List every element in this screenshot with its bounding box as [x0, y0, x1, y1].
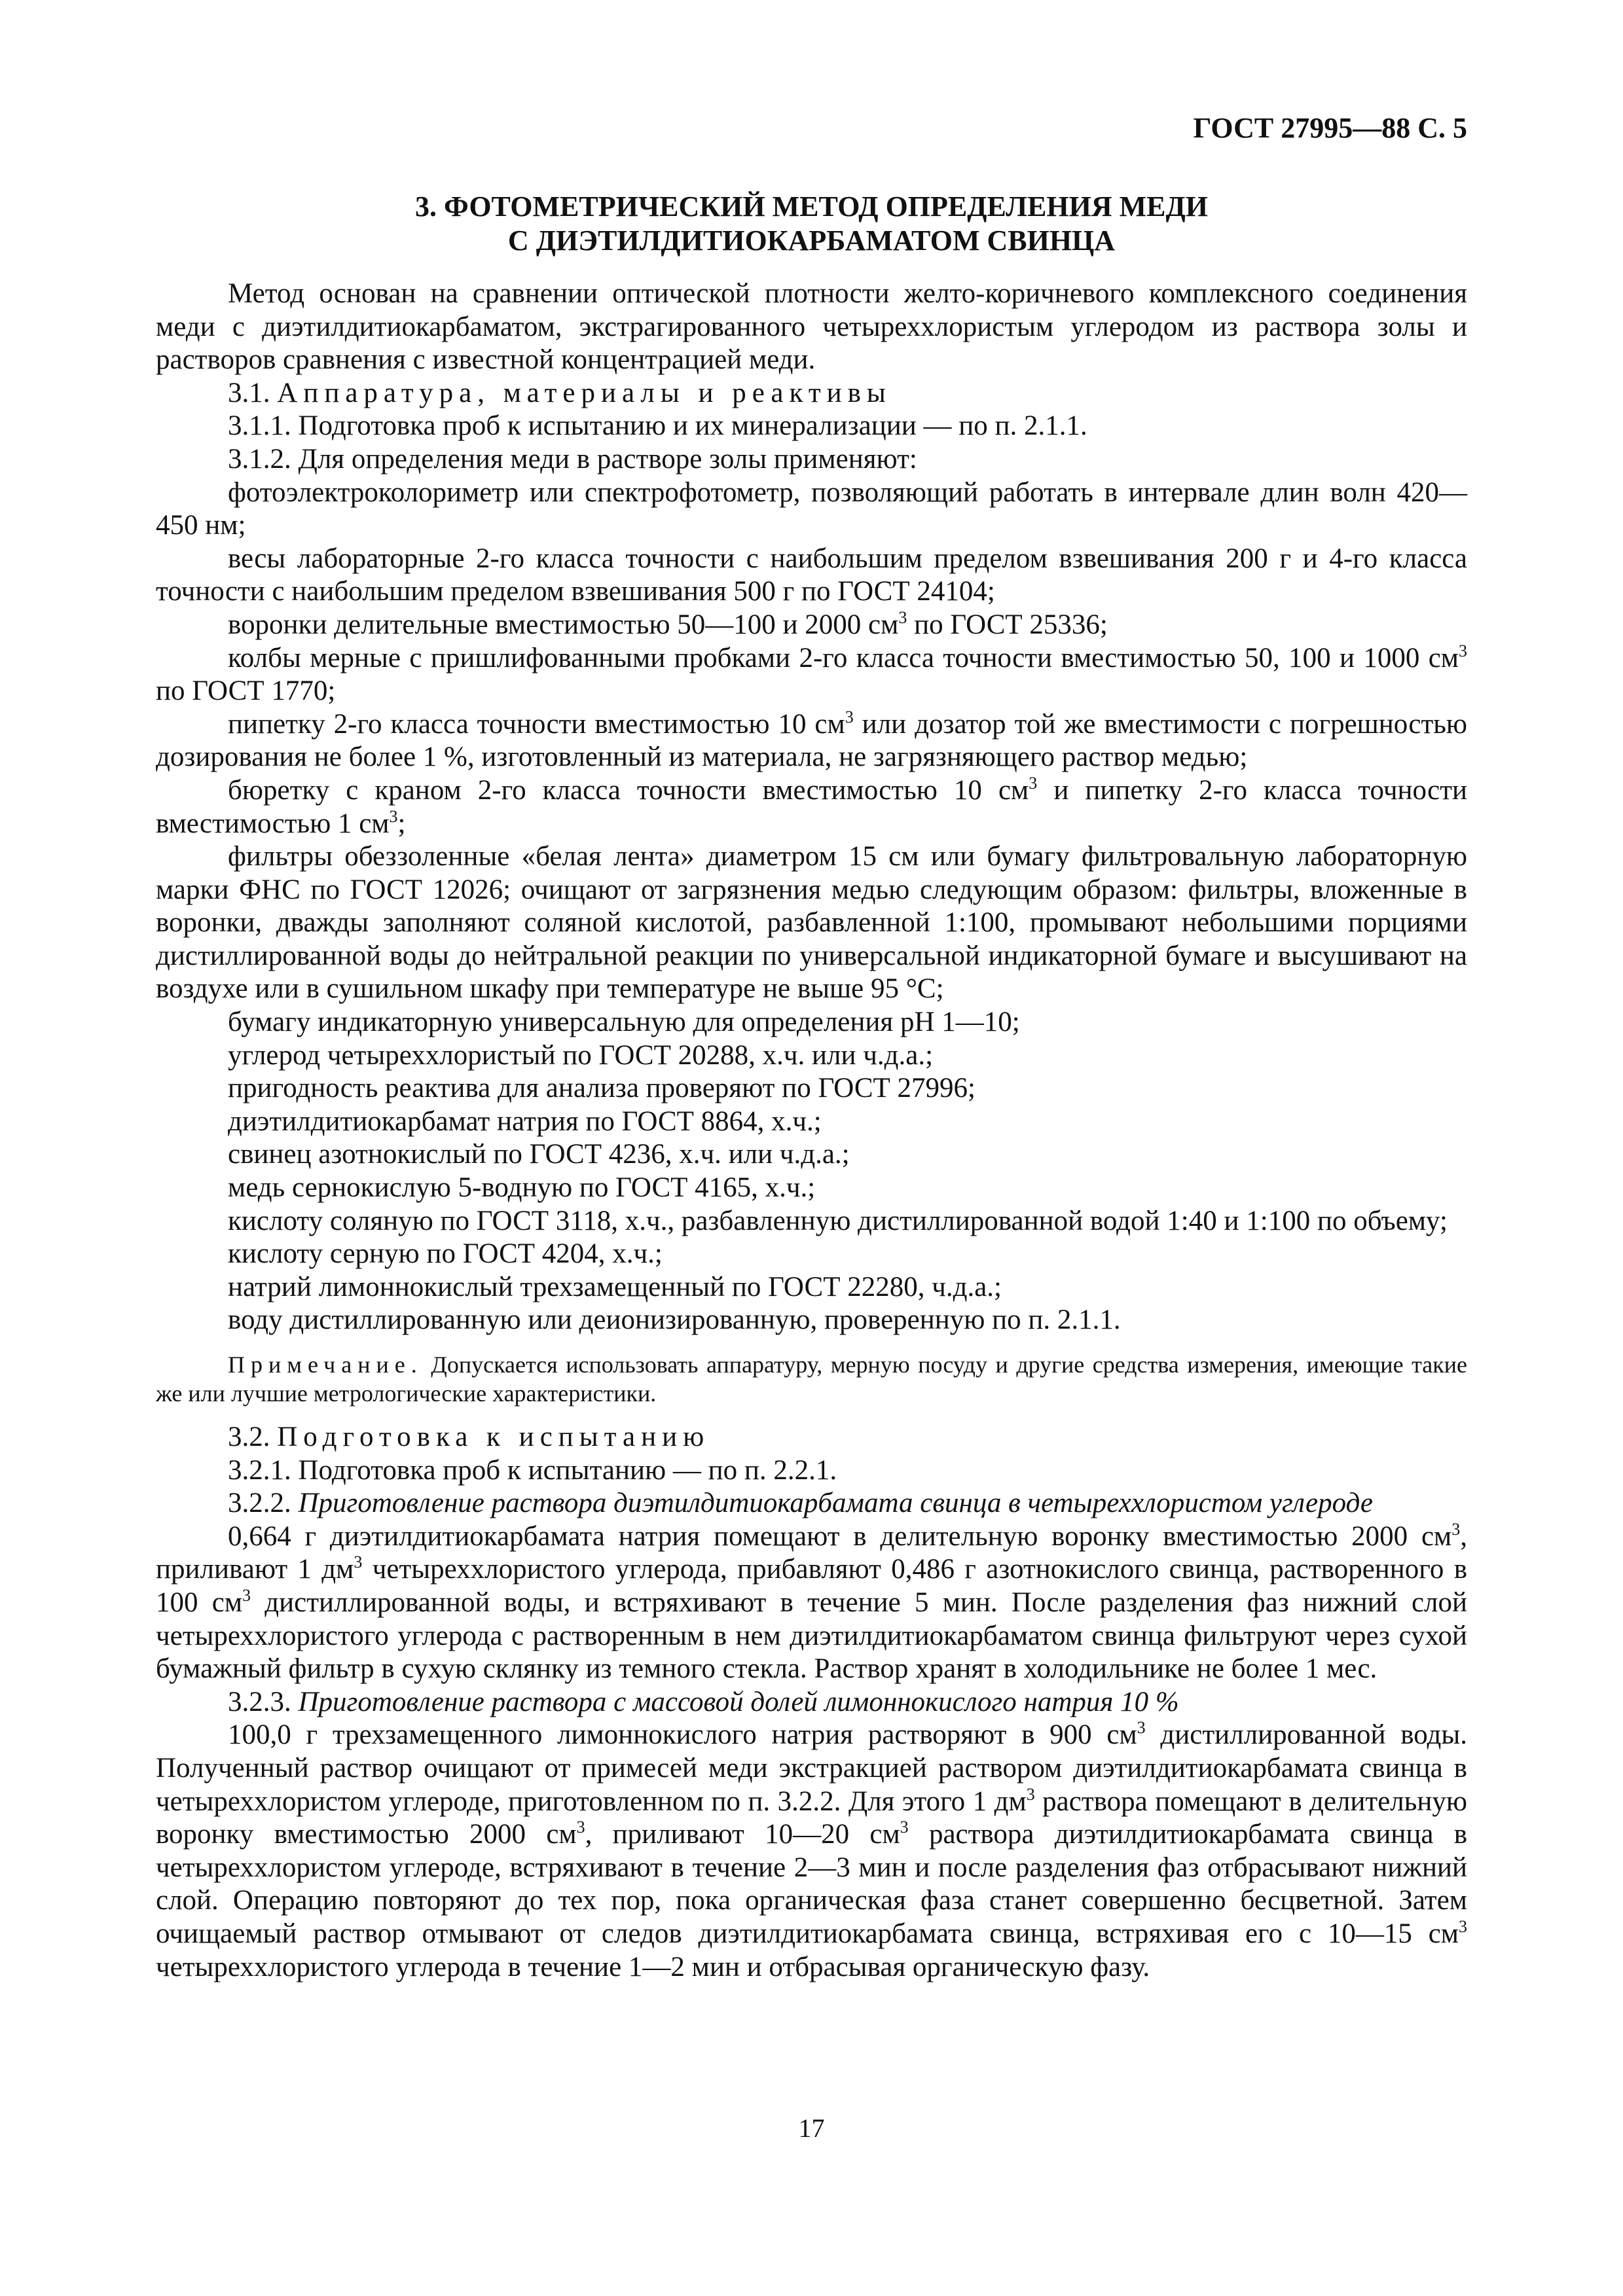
list-item: бюретку с краном 2-го класса точности вместимостью 10 $см^3$ и пипетку 2-го класса точности вместимостью 1 $см^3$;	[156, 773, 1467, 839]
list-item: воду дистиллированную или деионизированную, проверенную по п. 2.1.1.	[228, 1304, 1121, 1336]
section-title-line-1: 3. ФОТОМЕТРИЧЕСКИЙ МЕТОД ОПРЕДЕЛЕНИЯ МЕДИ	[414, 190, 1209, 223]
superscript: 3	[898, 607, 907, 627]
clause-3-2-2	[156, 1487, 1467, 1520]
list-item: весы лабораторные 2-го класса точности с наибольшим пределом взвешивания 200 г и 4-го класса точности с наибольшим пределом взвешивания 500 г по ГОСТ 24104;	[156, 543, 1467, 607]
document-body	[156, 278, 1467, 1984]
superscript: 3	[1451, 1519, 1461, 1539]
clause-3-2-3	[156, 1686, 1467, 1719]
clause-3-2-2-number: 3.2.2.	[228, 1488, 291, 1519]
superscript: 3	[1459, 641, 1467, 660]
list-item: пипетку 2-го класса точности вместимостью 10 $см^3$ или дозатор той же вместимости с погрешностью дозирования не более 1 %, изготовленный из материала, не загрязняющего раствор медью;	[156, 707, 1467, 773]
superscript: 3	[1029, 773, 1038, 793]
list-item: фотоэлектроколориметр или спектрофотометр, позволяющий работать в интервале длин волн 420—450 нм;	[156, 476, 1467, 541]
subsection-3-2-number: 3.2.	[228, 1422, 270, 1452]
list-item: медь сернокислую 5-водную по ГОСТ 4165, х.ч.;	[228, 1172, 816, 1204]
clause-3-2-1: 3.2.1. Подготовка проб к испытанию — по п. 2.2.1.	[228, 1454, 837, 1486]
subsection-3-1-heading: Аппаратура, материалы и реактивы	[277, 377, 892, 408]
list-item: бумагу индикаторную универсальную для определения рН 1—10;	[228, 1007, 1020, 1038]
subsection-3-1	[156, 377, 1467, 410]
document-header: ГОСТ 27995—88 С. 5	[1193, 112, 1467, 144]
superscript: 3	[389, 806, 398, 826]
superscript: 3	[1459, 1916, 1467, 1936]
page-number: 17	[798, 2113, 825, 2143]
superscript: 3	[845, 707, 854, 726]
list-item: диэтилдитиокарбамат натрия по ГОСТ 8864, х.ч.;	[228, 1105, 822, 1137]
list-item: колбы мерные с пришлифованными пробками 2-го класса точности вместимостью 50, 100 и 1000 $см^3$ по ГОСТ 1770;	[156, 641, 1467, 707]
note-label: Примечание.	[228, 1352, 423, 1378]
list-item: кислоту серную по ГОСТ 4204, х.ч.;	[228, 1238, 663, 1270]
list-item: фильтры обеззоленные «белая лента» диаметром 15 см или бумагу фильтровальную лабораторную марки ФНС по ГОСТ 12026; очищают от загрязнения медью следующим образом: фильтры, вложенные в воронки, дважды заполняют соляной кислотой, разбавленной 1:100, промывают небольшими порциями дистиллированной воды до нейтральной реакции по универсальной индикаторной бумаге и высушивают на воздухе или в сушильном шкафу при температуре не выше 95 °С;	[156, 841, 1467, 1005]
section-title	[156, 190, 1467, 258]
list-item: воронки делительные вместимостью 50—100 и 2000 $см^3$ по ГОСТ 25336;	[228, 607, 1108, 640]
superscript: 3	[354, 1552, 363, 1572]
superscript: 3	[1137, 1718, 1146, 1738]
paragraph-3-2-3: 100,0 г трехзамещенного лимоннокислого натрия растворяют в 900 $см^3$ дистиллированной воды. Полученный раствор очищают от примесей меди экстракцией раствором диэтилдитиокарбамата свинца в четыреххлористом углероде, приготовленном по п. 3.2.2. Для этого 1 $дм^3$ раствора помещают в делительную воронку вместимостью 2000 $см^3$, приливают 10—20 $см^3$ раствора диэтилдитиокарбамата свинца в четыреххлористом углероде, встряхивают в течение 2—3 мин и после разделения фаз отбрасывают нижний слой. Операцию повторяют до тех пор, пока органическая фаза станет совершенно бесцветной. Затем очищаемый раствор отмывают от следов диэтилдитиокарбамата свинца, встряхивая его с 10—15 $см^3$ четыреххлористого углерода в течение 1—2 мин и отбрасывая органическую фазу.	[156, 1718, 1468, 1982]
superscript: 3	[900, 1818, 909, 1837]
subsection-3-1-number: 3.1.	[228, 377, 270, 408]
clause-3-2-2-title: Приготовление раствора диэтилдитиокарбамата свинца в четыреххлористом углероде	[298, 1488, 1373, 1519]
superscript: 3	[1026, 1784, 1035, 1804]
superscript: 3	[242, 1585, 251, 1605]
clause-3-1-1: 3.1.1. Подготовка проб к испытанию и их минерализации — по п. 2.1.1.	[228, 410, 1087, 442]
list-item: пригодность реактива для анализа проверяют по ГОСТ 27996;	[228, 1073, 976, 1104]
list-item: углерод четыреххлористый по ГОСТ 20288, х.ч. или ч.д.а.;	[228, 1039, 934, 1071]
list-item: кислоту соляную по ГОСТ 3118, х.ч., разбавленную дистиллированной водой 1:40 и 1:100 по объему;	[228, 1205, 1448, 1236]
note	[156, 1350, 1467, 1408]
clause-3-2-3-number: 3.2.3.	[228, 1686, 291, 1717]
superscript: 3	[576, 1818, 585, 1837]
paragraph-3-2-2: 0,664 г диэтилдитиокарбамата натрия помещают в делительную воронку вместимостью 2000 $см^3$, приливают 1 $дм^3$ четыреххлористого углерода, прибавляют 0,486 г азотнокислого свинца, растворенного в 100 $см^3$ дистиллированной воды, и встряхивают в течение 5 мин. После разделения фаз нижний слой четыреххлористого углерода с растворенным в нем диэтилдитиокарбаматом свинца фильтруют через сухой бумажный фильтр в сухую склянку из темного стекла. Раствор хранят в холодильнике не более 1 мес.	[156, 1519, 1467, 1685]
intro-paragraph: Метод основан на сравнении оптической плотности желто-коричневого комплексного соединения меди с диэтилдитиокарбаматом, экстрагированного четыреххлористым углеродом из раствора золы и растворов сравнения с известной концентрацией меди.	[156, 278, 1467, 376]
list-item: свинец азотнокислый по ГОСТ 4236, х.ч. или ч.д.а.;	[228, 1139, 850, 1170]
note-text: Допускается использовать аппаратуру, мерную посуду и другие средства измерения, имеющие такие же или лучшие метрологические характеристики.	[156, 1352, 1467, 1407]
section-title-line-2: С ДИЭТИЛДИТИОКАРБАМАТОМ СВИНЦА	[507, 224, 1116, 257]
subsection-3-2	[156, 1421, 1467, 1454]
list-item: натрий лимоннокислый трехзамещенный по ГОСТ 22280, ч.д.а.;	[228, 1271, 1002, 1302]
clause-3-2-3-title: Приготовление раствора с массовой долей лимоннокислого натрия 10 %	[298, 1686, 1179, 1717]
clause-3-1-2: 3.1.2. Для определения меди в растворе золы применяют:	[228, 443, 917, 475]
subsection-3-2-heading: Подготовка к испытанию	[277, 1422, 710, 1452]
